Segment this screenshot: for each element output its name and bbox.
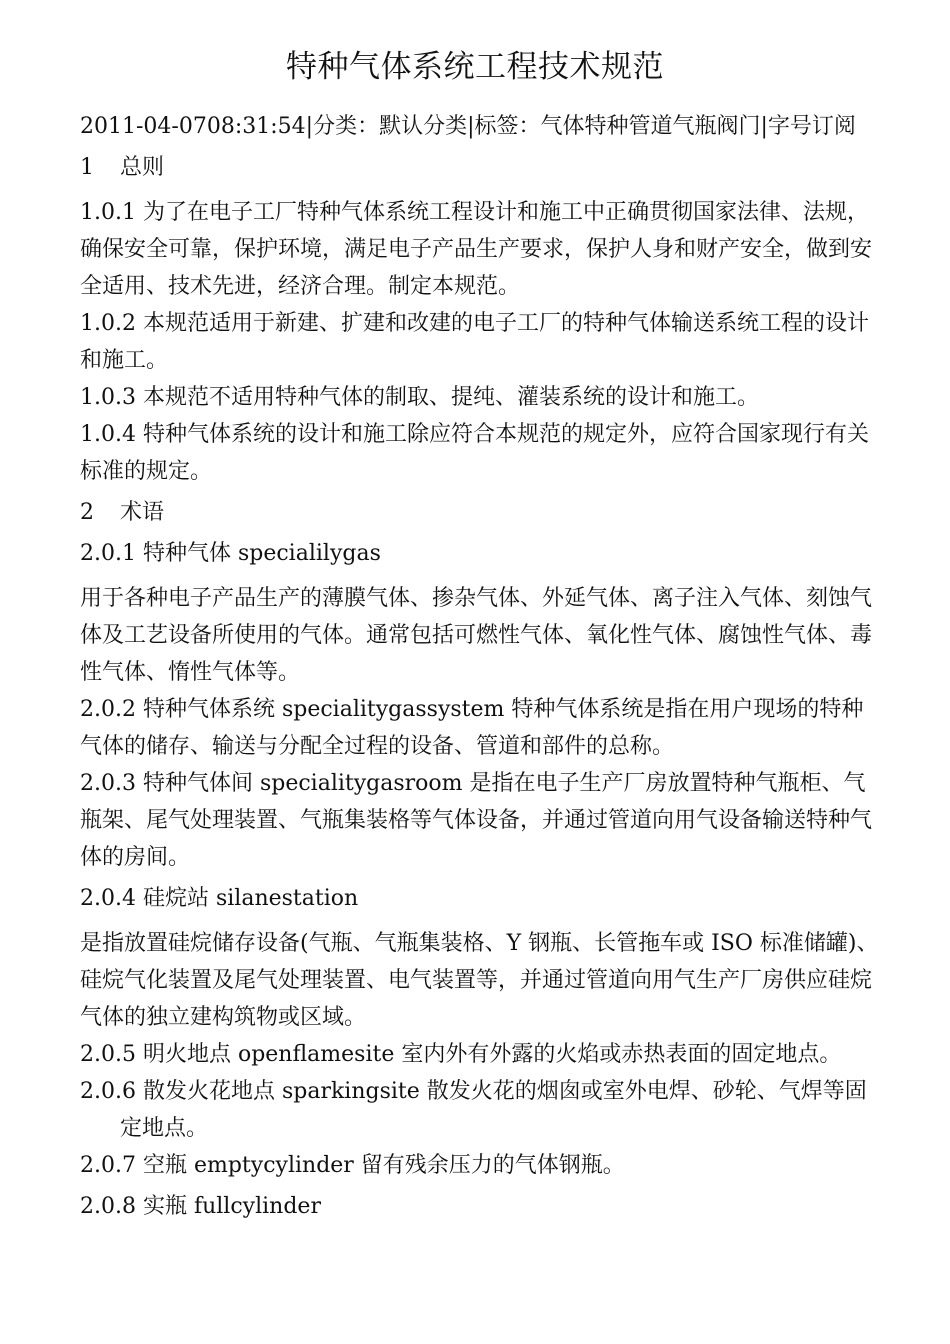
clause-2-0-4: 2.0.4 硅烷站 silanestation [80, 886, 359, 911]
clause-1-0-4: 1.0.4 特种气体系统的设计和施工除应符合本规范的规定外，应符合国家现行有关标准的规定。 [80, 422, 869, 484]
clause-1-0-3: 1.0.3 本规范不适用特种气体的制取、提纯、灌装系统的设计和施工。 [80, 385, 759, 410]
section-title: 术语 [120, 500, 165, 525]
document-title: 特种气体系统工程技术规范 [286, 49, 664, 85]
clause-1-0-1: 1.0.1 为了在电子工厂特种气体系统工程设计和施工中正确贯彻国家法律、法规，确保安全可靠，保护环境，满足电子产品生产要求，保护人身和财产安全，做到安全适用、技术先进，经济合理。制定本规范。 [80, 200, 873, 299]
clause-2-0-1: 2.0.1 特种气体 specialilygas [80, 541, 381, 566]
clause-2-0-3: 2.0.3 特种气体间 specialitygasroom 是指在电子生产厂房放置特种气瓶柜、气瓶架、尾气处理装置、气瓶集装格等气体设备，并通过管道向用气设备输送特种气体的房间。 [80, 771, 873, 870]
clause-2-0-2: 2.0.2 特种气体系统 specialitygassystem 特种气体系统是指在用户现场的特种气体的储存、输送与分配全过程的设备、管道和部件的总称。 [80, 697, 864, 759]
clause-2-0-8: 2.0.8 实瓶 fullcylinder [80, 1194, 321, 1219]
document-meta: 2011-04-0708:31:54|分类：默认分类|标签：气体特种管道气瓶阀门|字号订阅 [80, 114, 856, 139]
clause-1-0-2: 1.0.2 本规范适用于新建、扩建和改建的电子工厂的特种气体输送系统工程的设计和施工。 [80, 311, 869, 373]
section-title: 总则 [120, 155, 165, 180]
section-heading-1 [80, 149, 880, 186]
section-number: 1 [80, 155, 94, 180]
section-number: 2 [80, 500, 94, 525]
clause-2-0-6: 2.0.6 散发火花地点 sparkingsite 散发火花的烟囱或室外电焊、砂轮、气焊等固定地点。 [80, 1079, 867, 1141]
section-heading-2 [80, 494, 880, 531]
clause-2-0-4-body: 是指放置硅烷储存设备(气瓶、气瓶集装格、Y 钢瓶、长管拖车或 ISO 标准储罐)、硅烷气化装置及尾气处理装置、电气装置等，并通过管道向用气生产厂房供应硅烷气体的独立建构筑物或区域。 [80, 931, 879, 1030]
document-body [80, 108, 880, 1225]
clause-2-0-5: 2.0.5 明火地点 openflamesite 室内外有外露的火焰或赤热表面的固定地点。 [80, 1042, 842, 1067]
clause-2-0-1-body: 用于各种电子产品生产的薄膜气体、掺杂气体、外延气体、离子注入气体、刻蚀气体及工艺设备所使用的气体。通常包括可燃性气体、氧化性气体、腐蚀性气体、毒性气体、惰性气体等。 [80, 586, 873, 685]
clause-2-0-7: 2.0.7 空瓶 emptycylinder 留有残余压力的气体钢瓶。 [80, 1153, 625, 1178]
